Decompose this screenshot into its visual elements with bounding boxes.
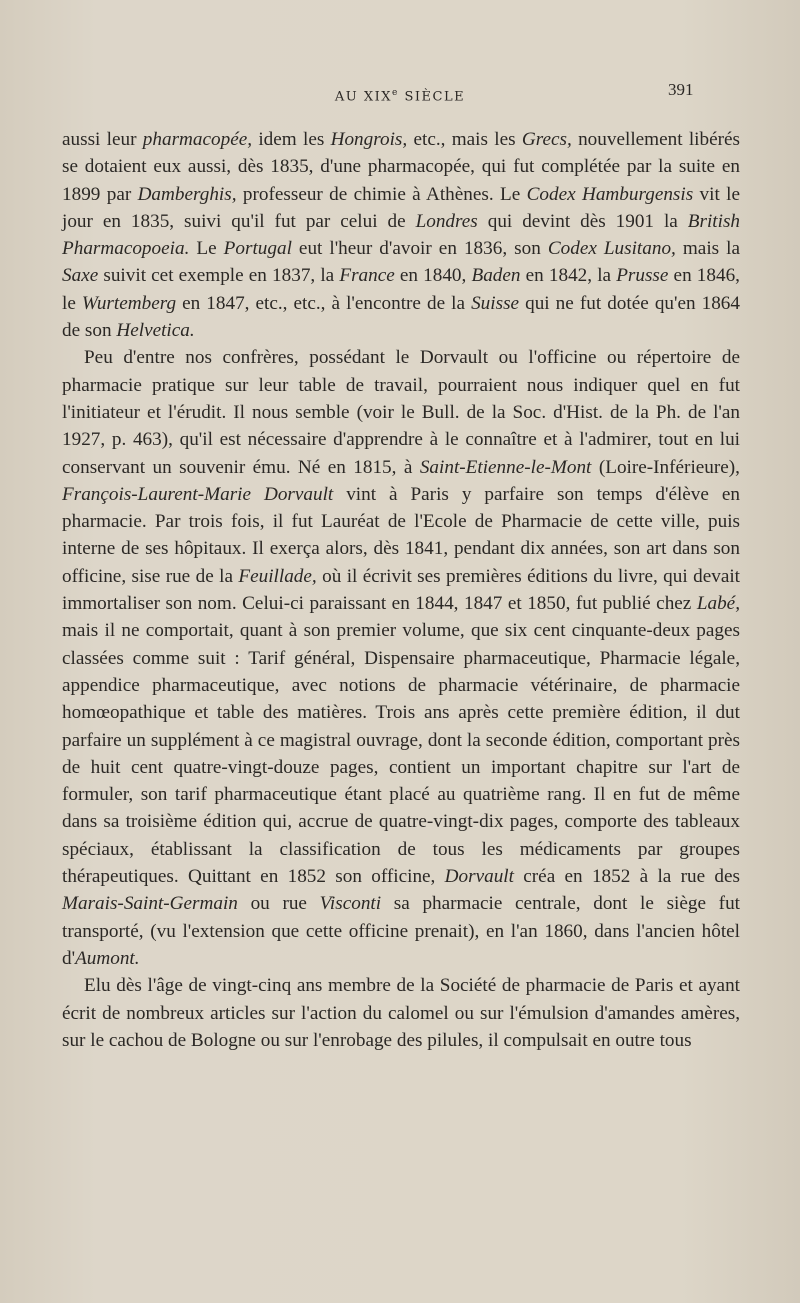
italic-text-run: Labé, — [696, 593, 740, 615]
text-run: qui ne fut dotée qu'en 1864 de son — [62, 292, 740, 342]
text-run: Le — [189, 238, 224, 260]
text-run: Elu dès l'âge de vingt-cinq ans membre de la Société de pharmacie de Paris et ayant écrit de nombreux articles sur l'action du calomel ou sur l'émulsion d'amandes amères, sur le cachou de Bologne ou sur l'enrobage des pilules, il compulsait en outre tous — [62, 975, 740, 1051]
text-run: créa en 1852 à la rue des — [513, 866, 740, 888]
text-run: qui devint dès 1901 la — [477, 210, 688, 232]
italic-text-run: Wurtemberg — [81, 292, 177, 314]
text-run: professeur de chimie à Athènes. Le — [236, 183, 527, 205]
italic-text-run: Prusse — [616, 265, 669, 287]
italic-text-run: Baden — [471, 265, 521, 287]
text-run: en 1842, la — [520, 265, 617, 287]
text-run: eut l'heur d'avoir en 1836, son — [291, 238, 548, 260]
running-head-superscript: e — [392, 88, 399, 98]
text-run: idem les — [252, 129, 331, 150]
italic-text-run: Aumont. — [75, 947, 140, 969]
text-run: mais il ne comportait, quant à son premier volume, que six cent cinquante-deux pages classées comme suit : Tarif général, Dispensaire pharmaceutique, Pharmacie légale, appendice pharmaceutique, avec notions de pharmacie vétérinaire, de pharmacie homœopathique et table des matières. Trois ans après cette première édition, il dut parfaire un supplément à ce magistral ouvrage, dont la seconde édition, comportant près de huit cent quatre-vingt-douze pages, contient un important chapitre sur l'art de formuler, son tarif pharmaceutique étant placé au quatrième rang. Il en fut de même dans sa troisième édition qui, accrue de quatre-vingt-dix pages, comporte des tableaux spéciaux, établissant la classification de tous les médicaments par groupes thérapeutiques. Quittant en 1852 son officine, — [62, 620, 740, 888]
text-run: ou rue — [237, 893, 320, 915]
body-text — [62, 126, 740, 1054]
running-head-title: AU XIX — [334, 89, 393, 105]
italic-text-run: Visconti — [319, 893, 382, 915]
italic-text-run: Suisse — [471, 292, 520, 314]
text-run: mais la — [675, 238, 740, 260]
italic-text-run: Saint-Etienne-le-Mont — [419, 456, 592, 478]
italic-text-run: Marais-Saint-Germain — [62, 893, 238, 915]
text-run: en 1840, — [394, 265, 472, 287]
italic-text-run: Portugal — [223, 238, 292, 260]
italic-text-run: Grecs, — [521, 129, 572, 150]
italic-text-run: British Pharmacopoeia. — [62, 210, 741, 260]
italic-text-run: Saxe — [62, 265, 99, 287]
italic-text-run: Damberghis, — [137, 183, 237, 205]
italic-text-run: Codex Hamburgensis — [526, 183, 694, 205]
text-run: en 1847, etc., etc., à l'encontre de la — [176, 292, 472, 314]
italic-text-run: France — [339, 265, 395, 287]
text-run: en 1846, le — [62, 265, 740, 314]
text-run: (Loire-Inférieure), — [591, 456, 740, 478]
text-run: sa pharmacie centrale, dont le siège fut transporté, (vu l'extension que cette officine prenait), en l'an 1860, dans l'ancien hôtel d' — [62, 893, 740, 969]
italic-text-run: Dorvault — [444, 866, 514, 888]
running-head-title-end: SIÈCLE — [404, 89, 466, 105]
italic-text-run: Codex Lusitano, — [547, 238, 676, 260]
italic-text-run: François-Laurent-Marie Dorvault — [62, 483, 334, 505]
text-run: aussi leur — [62, 129, 143, 150]
text-run: vit le jour en 1835, suivi qu'il fut par celui de — [62, 183, 741, 232]
page-number: 391 — [668, 80, 694, 99]
italic-text-run: Helvetica. — [116, 320, 195, 342]
text-run: où il écrivit ses premières éditions du livre, qui devait immortaliser son nom. Celui-ci paraissant en 1844, 1847 et 1850, fut publié chez — [62, 565, 740, 615]
text-run: suivit cet exemple en 1837, la — [98, 265, 340, 287]
italic-text-run: Londres — [415, 210, 478, 232]
paragraph-3 — [62, 972, 740, 1054]
italic-text-run: pharmacopée, — [142, 129, 253, 150]
paragraph-2 — [62, 344, 740, 972]
text-run: etc., mais les — [407, 129, 522, 150]
paragraph-1 — [62, 126, 740, 344]
text-run: nouvellement libérés se dotaient eux aussi, dès 1835, d'une pharmacopée, qui fut complétée par la suite en 1899 par — [62, 129, 740, 205]
text-run: vint à Paris y parfaire son temps d'élève en pharmacie. Par trois fois, il fut Lauréat de l'Ecole de Pharmacie de cette ville, puis interne de ses hôpitaux. Il exerça alors, dès 1841, pendant dix années, son art dans son officine, sise rue de la — [62, 483, 740, 587]
text-run: Peu d'entre nos confrères, possédant le Dorvault ou l'officine ou répertoire de pharmacie pratique sur leur table de travail, pourraient nous indiquer quel en fut l'initiateur et l'érudit. Il nous semble (voir le Bull. de la Soc. d'Hist. de la Ph. de l'an 1927, p. 463), qu'il est nécessaire d'apprendre à le connaître et à l'admirer, tout en lui conservant un souvenir ému. Né en 1815, à — [62, 347, 740, 478]
italic-text-run: Hongrois, — [330, 129, 408, 150]
italic-text-run: Feuillade, — [238, 565, 317, 587]
